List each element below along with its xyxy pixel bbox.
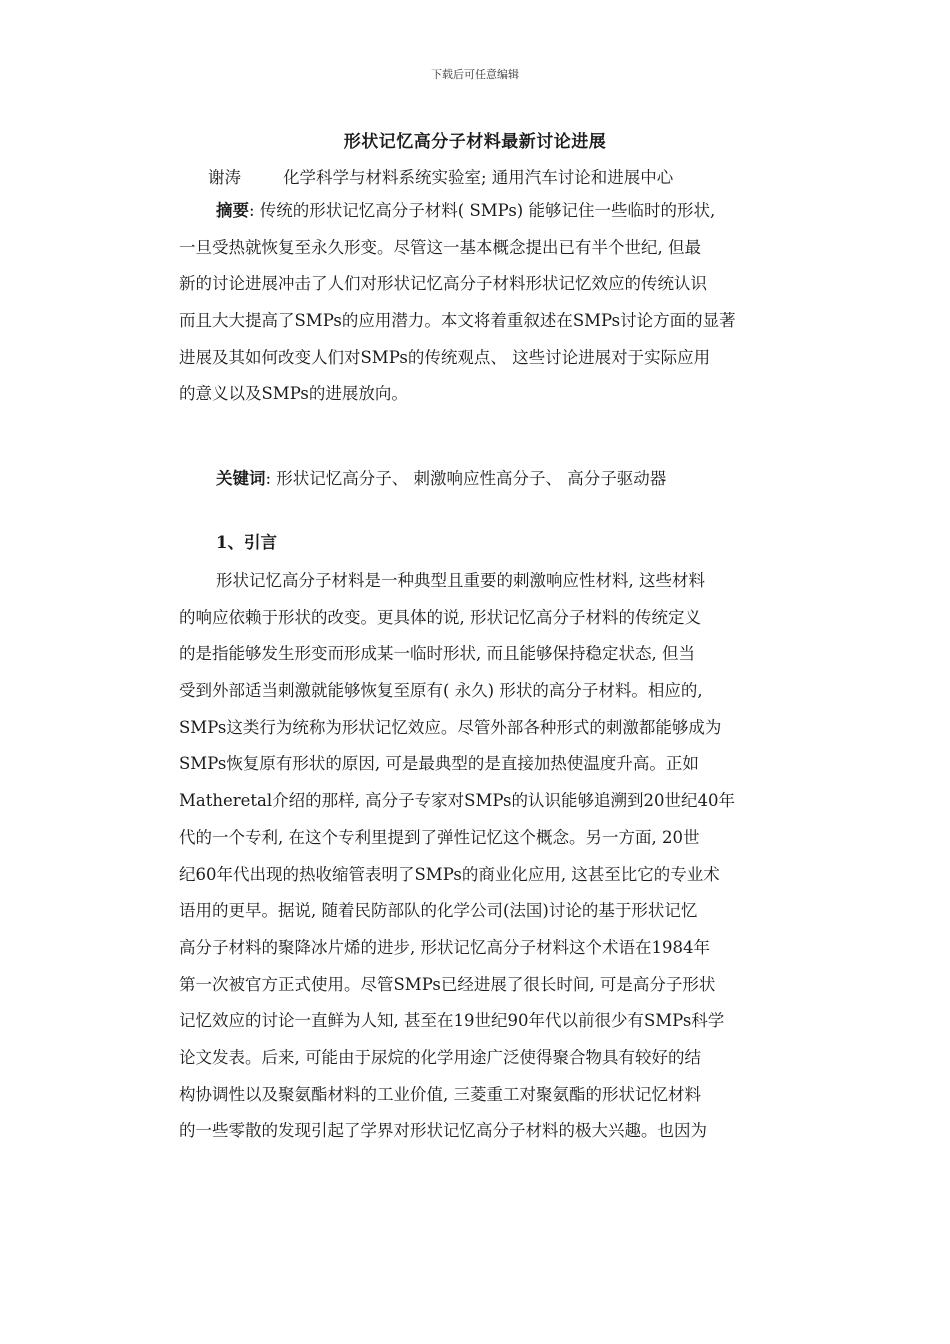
body-line: 记忆效应的讨论一直鲜为人知, 甚至在19世纪90年代以前很少有SMPs科学 [179,1011,725,1031]
keywords-line [179,461,799,498]
body-line: 论文发表。后来, 可能由于尿烷的化学用途广泛使得聚合物具有较好的结 [179,1047,701,1067]
body-paragraph [179,563,799,1150]
abstract-line: 而且大大提高了SMPs的应用潜力。本文将着重叙述在SMPs讨论方面的显著 [179,311,736,331]
abstract-line: 进展及其如何改变人们对SMPs的传统观点、 这些讨论进展对于实际应用 [179,347,711,367]
body-line: Matheretal介绍的那样, 高分子专家对SMPs的认识能够追溯到20世纪40年 [179,791,735,811]
body-line: 受到外部适当刺激就能够恢复至原有( 永久) 形状的高分子材料。相应的, [179,681,703,701]
body-line: 代的一个专利, 在这个专利里提到了弹性记忆这个概念。另一方面, 20世 [179,827,700,847]
body-line: 语用的更早。据说, 随着民防部队的化学公司(法国)讨论的基于形状记忆 [179,901,698,921]
body-line: 的响应依赖于形状的改变。更具体的说, 形状记忆高分子材料的传统定义 [179,607,701,627]
abstract [179,193,799,413]
body-line: 的一些零散的发现引起了学界对形状记忆高分子材料的极大兴趣。也因为 [179,1121,707,1141]
body-line: SMPs恢复原有形状的原因, 可是最典型的是直接加热使温度升高。正如 [179,754,699,774]
header-note: 下载后可任意编辑 [431,68,519,81]
abstract-line: 一旦受热就恢复至永久形变。尽管这一基本概念提出已有半个世纪, 但最 [179,237,701,257]
keywords [179,461,799,498]
body-line: SMPs这类行为统称为形状记忆效应。尽管外部各种形式的刺激都能够成为 [179,717,722,737]
abstract-text: : 传统的形状记忆高分子材料( SMPs) 能够记住一些临时的形状, [249,201,716,220]
page-title: 形状记忆高分子材料最新讨论进展 [343,132,607,152]
abstract-line: 的意义以及SMPs的进展放向。 [179,384,408,404]
abstract-line [179,193,799,230]
abstract-label: 摘要 [216,201,249,220]
author-name: 谢涛 [208,168,241,187]
body-line: 第一次被官方正式使用。尽管SMPs已经进展了很长时间, 可是高分子形状 [179,974,716,994]
keywords-label: 关键词 [216,469,266,488]
body-line: 形状记忆高分子材料是一种典型且重要的刺激响应性材料, 这些材料 [216,571,705,590]
section-heading [179,525,799,562]
section-heading-text: 1、引言 [216,533,277,552]
author-line [208,164,673,188]
body-line: 纪60年代出现的热收缩管表明了SMPs的商业化应用, 这甚至比它的专业术 [179,864,720,884]
keywords-text: : 形状记忆高分子、 刺激响应性高分子、 高分子驱动器 [265,469,667,488]
abstract-line: 新的讨论进展冲击了人们对形状记忆高分子材料形状记忆效应的传统认识 [179,274,707,294]
body-line: 高分子材料的聚降冰片烯的进步, 形状记忆高分子材料这个术语在1984年 [179,937,710,957]
body-line: 构协调性以及聚氨酯材料的工业价值, 三菱重工对聚氨酯的形状记忆材料 [179,1084,701,1104]
author-affiliation: 化学科学与材料系统实验室; 通用汽车讨论和进展中心 [283,168,674,187]
body-line: 的是指能够发生形变而形成某一临时形状, 而且能够保持稳定状态, 但当 [179,644,695,664]
